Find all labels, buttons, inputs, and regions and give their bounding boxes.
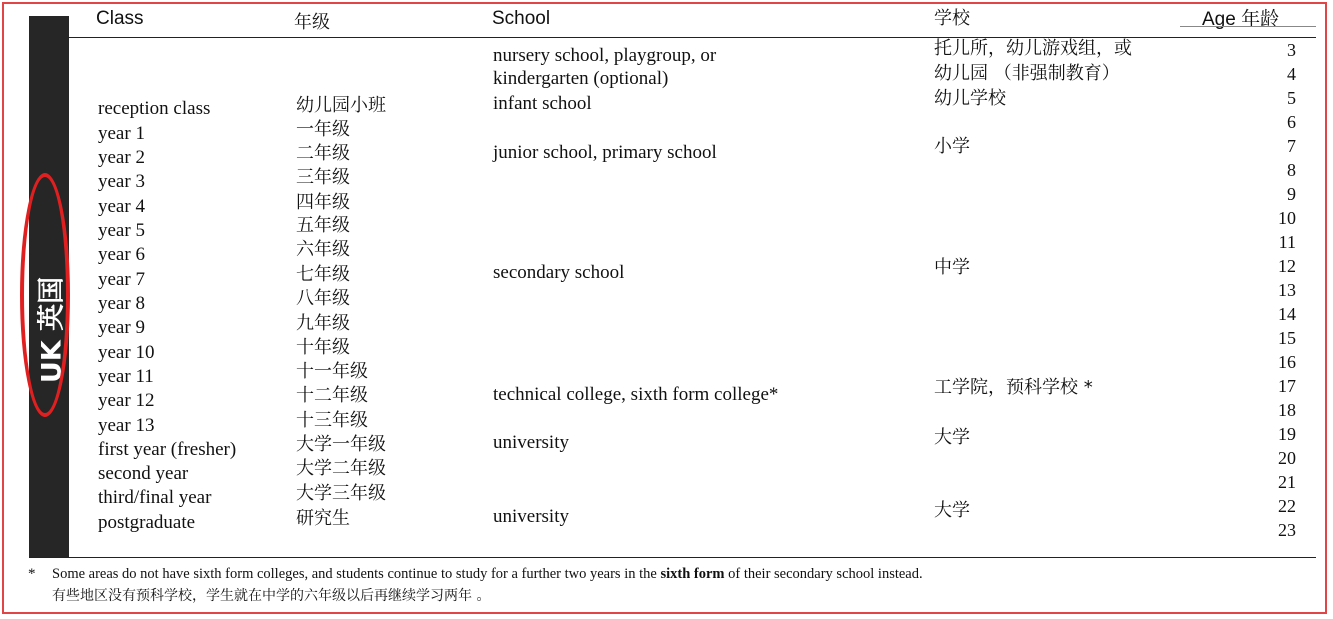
school-zh: 小学 <box>934 136 970 157</box>
class-zh: 九年级 <box>296 313 350 334</box>
footnote-zh: 有些地区没有预科学校，学生就在中学的六年级以后再继续学习两年 。 <box>52 588 491 604</box>
class-zh: 二年级 <box>296 143 350 164</box>
class-en: first year (fresher) <box>98 439 237 460</box>
footnote-marker: * <box>28 566 36 582</box>
class-en: year 7 <box>98 269 145 290</box>
age-value: 11 <box>1278 232 1296 252</box>
school-en: nursery school, playgroup, or <box>493 45 717 66</box>
footnote-en <box>52 566 923 583</box>
page-frame <box>2 2 1327 614</box>
school-zh: 托儿所，幼儿游戏组，或 <box>934 38 1132 59</box>
school-en: secondary school <box>493 262 625 283</box>
header-grade-zh: 年级 <box>294 12 330 33</box>
class-en: reception class <box>98 98 211 119</box>
class-zh: 十一年级 <box>296 361 368 382</box>
age-value: 10 <box>1278 208 1296 228</box>
highlight-oval <box>20 173 70 417</box>
school-en: infant school <box>493 93 592 114</box>
school-en: junior school, primary school <box>493 142 717 163</box>
age-value: 21 <box>1278 472 1296 492</box>
class-zh: 六年级 <box>296 239 350 260</box>
school-zh: 工学院，预科学校 * <box>934 377 1093 398</box>
class-en: year 3 <box>98 171 145 192</box>
footnote-en-bold: sixth form <box>660 566 725 582</box>
school-en: university <box>493 432 569 453</box>
school-zh: 幼儿学校 <box>934 88 1006 109</box>
class-zh: 十年级 <box>296 337 350 358</box>
class-zh: 大学二年级 <box>296 458 386 479</box>
class-zh: 七年级 <box>296 264 350 285</box>
class-zh: 五年级 <box>296 215 350 236</box>
class-en: year 4 <box>98 196 145 217</box>
age-value: 3 <box>1287 40 1296 60</box>
header-divider <box>1180 26 1316 27</box>
header-school: School <box>492 8 551 29</box>
class-zh: 大学一年级 <box>296 434 386 455</box>
age-value: 23 <box>1278 520 1296 540</box>
footnote-en-text: Some areas do not have sixth form colleges, and students continue to study for a further two years in the <box>52 566 661 582</box>
class-en: year 13 <box>98 415 155 436</box>
class-zh: 八年级 <box>296 288 350 309</box>
class-zh: 三年级 <box>296 167 350 188</box>
age-value: 4 <box>1287 64 1296 84</box>
school-en: kindergarten (optional) <box>493 68 669 89</box>
school-zh: 大学 <box>934 500 970 521</box>
class-zh: 四年级 <box>296 192 350 213</box>
age-value: 6 <box>1287 112 1296 132</box>
school-en: technical college, sixth form college* <box>493 384 779 405</box>
class-en: year 5 <box>98 220 145 241</box>
class-en: second year <box>98 463 189 484</box>
footnote-en-text-end: of their secondary school instead. <box>724 566 923 582</box>
table-bottom-rule <box>29 557 1316 558</box>
class-zh: 大学三年级 <box>296 483 386 504</box>
header-school-zh: 学校 <box>934 8 970 29</box>
age-value: 19 <box>1278 424 1296 444</box>
header-age: Age 年龄 <box>1202 9 1280 30</box>
age-value: 12 <box>1278 256 1296 276</box>
class-en: year 8 <box>98 293 145 314</box>
class-zh: 十三年级 <box>296 410 368 431</box>
school-zh: 大学 <box>934 427 970 448</box>
age-value: 8 <box>1287 160 1296 180</box>
class-en: postgraduate <box>98 512 196 533</box>
age-value: 7 <box>1287 136 1296 156</box>
age-value: 18 <box>1278 400 1296 420</box>
class-zh: 十二年级 <box>296 385 368 406</box>
class-en: year 12 <box>98 390 155 411</box>
age-value: 9 <box>1287 184 1296 204</box>
class-en: year 9 <box>98 317 145 338</box>
age-value: 17 <box>1278 376 1296 396</box>
class-zh: 一年级 <box>296 119 350 140</box>
class-en: year 1 <box>98 123 145 144</box>
class-en: third/final year <box>98 487 212 508</box>
age-value: 16 <box>1278 352 1296 372</box>
class-en: year 6 <box>98 244 145 265</box>
age-value: 15 <box>1278 328 1296 348</box>
class-en: year 10 <box>98 342 155 363</box>
class-zh: 研究生 <box>296 508 350 529</box>
age-value: 20 <box>1278 448 1296 468</box>
class-zh: 幼儿园小班 <box>296 95 386 116</box>
school-en: university <box>493 506 569 527</box>
country-label-text: UK 英国 <box>36 276 68 384</box>
header-class: Class <box>96 8 144 29</box>
class-en: year 2 <box>98 147 145 168</box>
age-value: 5 <box>1287 88 1296 108</box>
age-value: 22 <box>1278 496 1296 516</box>
school-zh: 中学 <box>934 257 970 278</box>
age-value: 14 <box>1278 304 1296 324</box>
school-zh: 幼儿园 （非强制教育） <box>934 63 1120 84</box>
class-en: year 11 <box>98 366 154 387</box>
age-value: 13 <box>1278 280 1296 300</box>
